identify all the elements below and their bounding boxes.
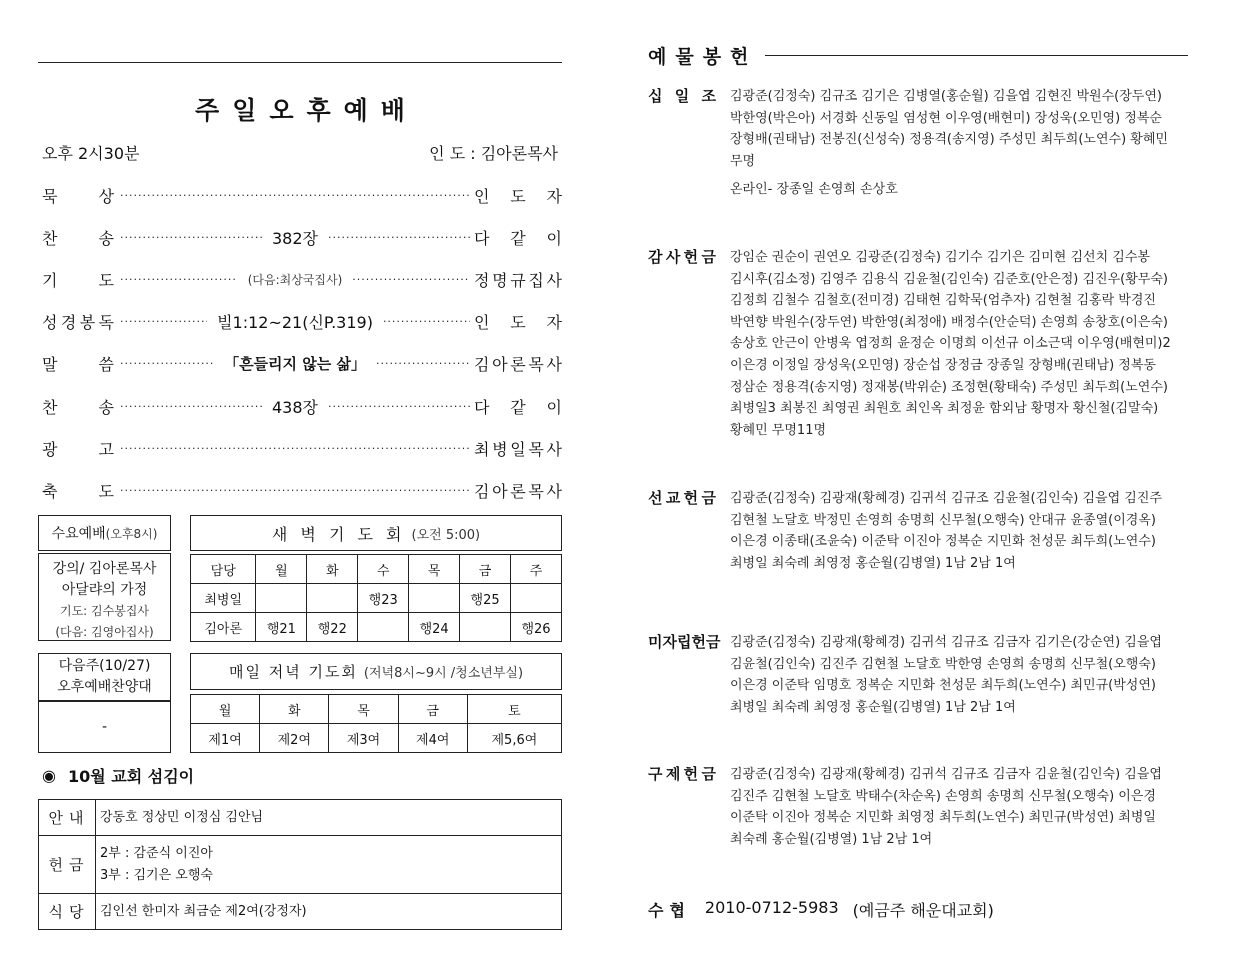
dawn-row	[191, 613, 562, 642]
offering-names	[730, 764, 1188, 850]
offering-label-char: 헌	[683, 489, 699, 507]
order-item-name	[38, 437, 120, 460]
offering-name-line: 이은경 이종태(조윤숙) 이준탁 이진아 정복순 지민화 천성문 최두희(노연수)	[730, 534, 1156, 550]
worship-order	[38, 174, 562, 512]
order-person-char: 명	[492, 270, 508, 290]
order-person-char: 같	[510, 228, 526, 248]
evening-header-row	[191, 695, 562, 724]
order-item-person	[470, 352, 562, 375]
order-person-char: 최	[474, 439, 490, 459]
wednesday-header	[38, 515, 171, 551]
service-row-label: 헌금	[39, 836, 96, 894]
offering-label-char: 조	[701, 87, 716, 105]
service-time: 오후 2시30분	[42, 144, 140, 163]
order-person-char: 목	[528, 481, 544, 501]
offering-label	[648, 86, 730, 201]
dawn-header-cell: 수	[358, 555, 409, 584]
offering-label	[648, 247, 730, 441]
service-name-line: 김인선 한미자 최금순 제2여(강정자)	[100, 903, 307, 919]
order-person-char: 사	[546, 481, 562, 501]
order-person-char: 도	[510, 313, 526, 333]
offering-name-line: 김시후(김소정) 김영주 김용식 김윤철(김인숙) 김준호(안은정) 김진우(황무숙)	[730, 271, 1168, 287]
offering-name-line: 무명	[730, 153, 756, 169]
order-name-char: 기	[42, 270, 58, 290]
dawn-header-cell: 금	[460, 555, 511, 584]
order-person-char: 규	[510, 270, 526, 290]
order-person-char: 사	[546, 439, 562, 459]
leader-dots	[120, 484, 470, 497]
order-person-char: 도	[510, 186, 526, 206]
order-person-char: 론	[510, 481, 526, 501]
order-person-char: 다	[474, 397, 490, 417]
leader-dots	[352, 273, 470, 286]
offering-name-line: 김광준(김정숙) 김광재(황혜경) 김귀석 김규조 김금자 김윤철(김인숙) 김을엽	[730, 767, 1162, 782]
bank-info	[648, 898, 994, 921]
dawn-title: 새 벽 기 도 회	[271, 524, 406, 544]
offering-section	[648, 488, 1188, 574]
order-item-person	[470, 184, 562, 207]
leader-dots	[383, 315, 470, 328]
dawn-cell	[460, 613, 511, 642]
bank-account: 2010-0712-5983	[704, 898, 839, 917]
dawn-cell	[307, 584, 358, 613]
choir-value: -	[101, 719, 108, 735]
offering-name-line: 김정희 김철수 김철호(전미경) 김태현 김학묵(엄추자) 김현철 김홍락 박경진	[730, 293, 1156, 309]
service-helpers-title	[42, 764, 194, 787]
order-item-detail	[120, 189, 470, 202]
order-item-detail	[120, 271, 470, 288]
offering-section	[648, 764, 1188, 850]
offering-label	[648, 764, 730, 850]
offering-name-line: 김광준(김정숙) 김광재(황혜경) 김귀석 김규조 김금자 김기은(강순연) 김을엽	[730, 635, 1162, 650]
offering-name-line: 최병일 최숙례 최영정 홍순월(김병열) 1남 2남 1여	[730, 555, 1016, 571]
order-person-char: 김	[474, 355, 490, 375]
order-item-name	[38, 352, 120, 375]
order-name-char: 상	[98, 186, 114, 206]
service-row-label: 안내	[39, 800, 96, 836]
order-person-char: 사	[546, 355, 562, 375]
offering-name-line: 박연향 박원수(장두연) 박한영(최정애) 배정수(안순덕) 손영희 송창호(이은숙)	[730, 314, 1168, 330]
order-row	[38, 258, 562, 300]
dawn-time: (오전 5:00)	[411, 527, 481, 543]
offering-name-line: 이준탁 이진아 정복순 지민화 최영정 최두희(노연수) 최민규(박성연) 최병일	[730, 810, 1156, 826]
order-name-char: 독	[98, 313, 114, 333]
offering-label-char: 일	[674, 87, 690, 105]
order-person-char: 집	[528, 270, 544, 290]
order-item-name	[38, 479, 120, 502]
offering-divider	[765, 55, 1188, 56]
offering-name-line: 김광준(김정숙) 김광재(황혜경) 김귀석 김규조 김윤철(김인숙) 김을엽 김진주	[730, 491, 1162, 506]
service-row-names	[96, 800, 562, 836]
service-name-line: 강동호 정상민 이정심 김안님	[100, 809, 264, 825]
order-item-content: 382장	[272, 228, 318, 248]
offering-label-char: 제	[665, 765, 681, 783]
wednesday-title: 수요예배	[51, 526, 106, 542]
order-person-char: 자	[546, 313, 562, 333]
offering-label-char: 교	[665, 489, 681, 507]
evening-cell: 제4여	[398, 724, 467, 753]
offering-label-char: 헌	[683, 248, 699, 266]
order-person-char: 일	[510, 439, 526, 459]
offering-label-char: 금	[701, 765, 716, 783]
offering-label-char: 헌	[691, 633, 706, 651]
offering-name-line: 최병일 최숙례 최영정 홍순월(김병열) 1남 2남 1여	[730, 699, 1016, 715]
order-person-char: 김	[474, 481, 490, 501]
offering-section	[648, 86, 1188, 201]
dawn-cell: 행24	[409, 613, 460, 642]
order-person-char: 인	[474, 313, 490, 333]
wednesday-next: (다음: 김영아집사)	[55, 625, 154, 639]
order-name-char: 씀	[98, 355, 114, 375]
wednesday-prayer: 기도: 김수봉집사	[59, 604, 149, 618]
offering-name-line: 김현철 노달호 박정민 손영희 송명희 신무철(오행숙) 안대규 윤종열(이경옥)	[730, 512, 1156, 528]
bank-label: 수협	[648, 901, 691, 920]
dawn-cell	[409, 584, 460, 613]
order-item-name	[38, 226, 120, 249]
leader-dots	[120, 273, 238, 286]
offering-name-line: 김윤철(김인숙) 김진주 김현철 노달호 박한영 손영희 송명희 신무철(오행숙)	[730, 656, 1156, 672]
order-item-person	[470, 310, 562, 333]
dawn-cell: 행26	[511, 613, 562, 642]
order-row	[38, 427, 562, 469]
order-name-char: 찬	[42, 397, 58, 417]
dawn-cell: 행25	[460, 584, 511, 613]
order-item-person	[470, 437, 562, 460]
leader-dots	[376, 357, 470, 370]
order-person-char: 자	[546, 186, 562, 206]
evening-title: 매일 저녁 기도회	[228, 663, 358, 681]
evening-time: (저녁8시~9시 /청소년부실)	[363, 666, 524, 681]
service-leader: 인 도 : 김아론목사	[429, 144, 558, 163]
leader-dots	[328, 231, 470, 244]
dawn-row	[191, 584, 562, 613]
order-item-person	[470, 268, 562, 291]
order-item-person	[470, 226, 562, 249]
order-item-content: 438장	[272, 397, 318, 417]
order-person-char: 이	[546, 228, 562, 248]
offering-name-line: 최숙례 홍순월(김병열) 1남 2남 1여	[730, 831, 933, 847]
offering-label-char: 금	[706, 633, 721, 651]
order-item-detail	[120, 310, 470, 333]
dawn-header-cell: 화	[307, 555, 358, 584]
wednesday-topic: 아달랴의 가정	[61, 582, 148, 598]
order-item-name	[38, 310, 120, 333]
order-item-content: (다음:최상국집사)	[247, 272, 343, 287]
dawn-header-cell: 월	[256, 555, 307, 584]
leader-dots	[328, 400, 470, 413]
right-column	[648, 42, 1188, 920]
order-item-detail	[120, 226, 470, 249]
evening-cell: 제2여	[260, 724, 329, 753]
evening-cell: 제1여	[191, 724, 260, 753]
order-row	[38, 469, 562, 511]
dawn-cell: 행22	[307, 613, 358, 642]
service-row	[39, 800, 562, 836]
dawn-header-cell: 목	[409, 555, 460, 584]
choir-body	[38, 701, 171, 753]
top-divider	[38, 62, 562, 63]
order-person-char: 병	[492, 439, 508, 459]
offering-header	[648, 42, 1188, 69]
order-item-person	[470, 395, 562, 418]
dawn-header-cell: 담당	[191, 555, 256, 584]
choir-header	[38, 653, 171, 701]
evening-row	[191, 724, 562, 753]
evening-header-cell: 목	[329, 695, 398, 724]
offering-label-char: 미	[648, 633, 663, 651]
offering-name-line: 정삼순 정용격(송지영) 정재봉(박위순) 조정현(황태숙) 주성민 최두희(노연수)	[730, 379, 1168, 395]
offering-section	[648, 247, 1188, 441]
service-name-line: 2부 : 감준식 이진아	[100, 845, 213, 861]
service-row-names	[96, 894, 562, 930]
leader-dots	[120, 231, 262, 244]
dawn-cell	[358, 613, 409, 642]
service-helpers-table	[38, 799, 562, 930]
offering-names	[730, 247, 1188, 441]
offering-label-char: 사	[665, 248, 681, 266]
dawn-table	[190, 554, 562, 642]
order-name-char: 송	[98, 228, 114, 248]
offering-names	[730, 488, 1188, 574]
order-name-char: 광	[42, 439, 58, 459]
dawn-cell: 행21	[256, 613, 307, 642]
choir-subtitle: 오후예배찬양대	[57, 679, 152, 695]
offering-label-char: 감	[648, 248, 663, 266]
order-name-char: 경	[60, 313, 77, 333]
offering-name-line: 장형배(권태남) 전봉진(신성숙) 정용격(송지영) 주성민 최두희(노연수) 황혜민	[730, 132, 1168, 148]
leader-dots	[120, 357, 214, 370]
leader-dots	[120, 442, 470, 455]
evening-header-cell: 토	[467, 695, 561, 724]
offering-label-char: 십	[648, 87, 663, 105]
order-person-char: 목	[528, 355, 544, 375]
order-person-char: 인	[474, 186, 490, 206]
offering-name-line: 강임순 권순이 권연오 김광준(김정숙) 김기수 김기은 김미현 김선치 김수봉	[730, 250, 1150, 265]
wednesday-time: (오후8시)	[105, 526, 158, 541]
offering-name-line: 최병일3 최봉진 최영권 최원호 최인옥 최정윤 함외남 황명자 황신철(김말숙)	[730, 401, 1159, 417]
order-item-detail	[120, 442, 470, 455]
order-person-char: 론	[510, 355, 526, 375]
bullet-circle-icon: ◉	[42, 766, 56, 785]
leader-dots	[120, 315, 207, 328]
evening-cell: 제5,6여	[467, 724, 561, 753]
wednesday-lecture: 강의/ 김아론목사	[52, 561, 157, 577]
order-name-char: 찬	[42, 228, 58, 248]
offering-label-char: 립	[677, 633, 692, 651]
order-item-content: 「흔들리지 않는 삶」	[224, 355, 366, 374]
order-row	[38, 216, 562, 258]
order-person-char: 같	[510, 397, 526, 417]
offering-names	[730, 86, 1188, 201]
dawn-cell	[511, 584, 562, 613]
order-item-name	[38, 268, 120, 291]
dawn-cell: 행23	[358, 584, 409, 613]
wednesday-body	[38, 553, 171, 641]
order-row	[38, 343, 562, 385]
order-item-detail	[120, 395, 470, 418]
order-item-person	[470, 479, 562, 502]
service-title: 주일오후예배	[195, 96, 418, 125]
order-name-char: 성	[42, 313, 58, 333]
evening-header-cell: 금	[398, 695, 467, 724]
offering-name-line: 황혜민 무명11명	[730, 422, 827, 438]
dawn-cell: 최병일	[191, 584, 256, 613]
dawn-cell	[256, 584, 307, 613]
dawn-header	[190, 515, 562, 551]
offering-name-line: 박한영(박은아) 서경화 신동일 염성현 이우영(배현미) 장성욱(오민영) 정복순	[730, 110, 1162, 126]
left-column	[38, 62, 562, 512]
offering-name-line: 송상호 안근이 안병욱 엽정희 윤정순 이명희 이선규 이소근댁 이우영(배현미)2	[730, 336, 1171, 352]
evening-table	[190, 694, 562, 753]
offering-label-char: 금	[701, 248, 716, 266]
service-name-line: 3부 : 김기은 오행숙	[100, 867, 213, 883]
order-name-char: 송	[98, 397, 114, 417]
service-helpers-label: 10월 교회 섬김이	[67, 767, 195, 786]
time-row	[38, 141, 562, 164]
online-offering-line: 온라인- 장종일 손영희 손상호	[730, 182, 898, 198]
order-person-char: 정	[474, 270, 490, 290]
offering-names	[730, 632, 1188, 718]
order-person-char: 이	[546, 397, 562, 417]
service-row	[39, 894, 562, 930]
service-row-names	[96, 836, 562, 894]
order-name-char: 도	[98, 270, 114, 290]
order-person-char: 아	[492, 355, 508, 375]
offering-label-char: 금	[701, 489, 716, 507]
offering-label	[648, 632, 730, 718]
offering-name-line: 이은경 이준탁 임명호 정복순 지민화 천성문 최두희(노연수) 최민규(박성연)	[730, 678, 1156, 694]
order-item-detail	[120, 484, 470, 497]
order-item-detail	[120, 353, 470, 374]
evening-header-cell: 월	[191, 695, 260, 724]
order-item-name	[38, 184, 120, 207]
order-person-char: 사	[546, 270, 562, 290]
order-item-name	[38, 395, 120, 418]
order-name-char: 고	[98, 439, 114, 459]
offering-name-line: 김진주 김현철 노달호 박태수(차순옥) 손영희 송명희 신무철(오행숙) 이은경	[730, 788, 1156, 804]
evening-header	[190, 653, 562, 690]
service-row-label: 식당	[39, 894, 96, 930]
order-item-content: 빌1:12~21(신P.319)	[217, 313, 373, 333]
service-row	[39, 836, 562, 894]
evening-cell: 제3여	[329, 724, 398, 753]
dawn-header-cell: 주	[511, 555, 562, 584]
offering-name-line: 김광준(김정숙) 김규조 김기은 김병열(홍순월) 김을엽 김현진 박원수(장두연)	[730, 89, 1162, 104]
offering-label-char: 자	[662, 633, 677, 651]
order-person-char: 다	[474, 228, 490, 248]
offering-label-char: 선	[648, 489, 663, 507]
order-name-char: 묵	[42, 186, 58, 206]
offering-name-line: 이은경 이정일 장성욱(오민영) 장순섭 장정금 장종일 장형배(권태남) 정복동	[730, 357, 1156, 373]
offering-label	[648, 488, 730, 574]
order-name-char: 말	[42, 355, 58, 375]
order-row	[38, 174, 562, 216]
choir-title: 다음주(10/27)	[58, 658, 151, 674]
order-name-char: 도	[98, 481, 114, 501]
leader-dots	[120, 400, 262, 413]
order-name-char: 축	[42, 481, 58, 501]
offering-title: 예물봉헌	[648, 46, 758, 68]
offering-label-char: 헌	[683, 765, 699, 783]
evening-header-cell: 화	[260, 695, 329, 724]
leader-dots	[120, 189, 470, 202]
bank-holder: (예금주 해운대교회)	[852, 901, 994, 920]
order-name-char: 봉	[79, 313, 96, 333]
offering-section	[648, 632, 1188, 718]
dawn-header-row	[191, 555, 562, 584]
order-row	[38, 301, 562, 343]
offering-label-char: 구	[648, 765, 663, 783]
order-row	[38, 385, 562, 427]
order-person-char: 아	[492, 481, 508, 501]
dawn-cell: 김아론	[191, 613, 256, 642]
order-person-char: 목	[528, 439, 544, 459]
